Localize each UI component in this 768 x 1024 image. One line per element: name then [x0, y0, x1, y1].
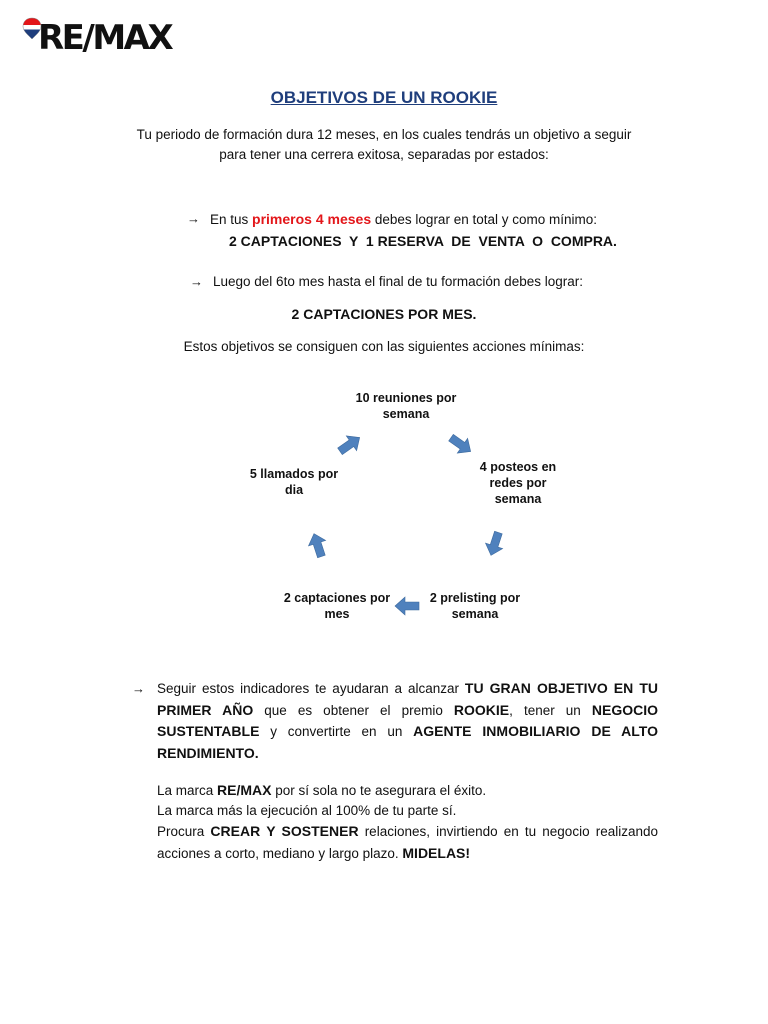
stage2-goal: 2 CAPTACIONES POR MES.: [291, 306, 477, 322]
stage1-goal: 2 CAPTACIONES Y 1 RESERVA DE VENTA O COMPRA.: [229, 233, 617, 249]
cycle-node-calls: 5 llamados por dia: [249, 467, 339, 497]
actions-intro: Estos objetivos se consiguen con las siguientes acciones mínimas:: [183, 339, 585, 354]
arrow-icon: →: [190, 274, 203, 289]
cycle-arrow-icon: [305, 531, 330, 559]
cycle-arrow-icon: [446, 430, 476, 459]
closing-paragraph-2: La marca RE/MAX por sí sola no te asegurara el éxito.: [157, 782, 487, 798]
stage1-post: debes lograr en total y como mínimo:: [374, 212, 597, 227]
cycle-arrow-icon: [335, 430, 365, 459]
arrow-icon: →: [187, 211, 200, 226]
cycle-node-posts: 4 posteos en redes por semana: [479, 460, 557, 506]
stage1-highlight: primeros 4 meses: [252, 211, 372, 227]
stage2-line: Luego del 6to mes hasta el final de tu formación debes lograr:: [213, 274, 583, 289]
arrow-icon: →: [132, 681, 145, 696]
cycle-node-captaciones: 2 captaciones por mes: [283, 591, 391, 621]
cycle-node-prelisting: 2 prelisting por semana: [429, 591, 521, 621]
logo-text: RE/MAX: [38, 18, 172, 58]
page-title: OBJETIVOS DE UN ROOKIE: [270, 88, 498, 107]
cycle-arrow-icon: [395, 597, 419, 615]
intro-line-1: Tu periodo de formación dura 12 meses, en los cuales tendrás un objetivo a seguir: [136, 127, 632, 142]
cycle-node-meetings: 10 reuniones por semana: [355, 391, 457, 421]
cycle-arrow-icon: [482, 530, 507, 558]
closing-paragraph-3: La marca más la ejecución al 100% de tu parte sí.: [157, 803, 457, 818]
intro-line-2: para tener una cerrera exitosa, separadas por estados:: [219, 147, 549, 162]
closing-paragraph-1: Seguir estos indicadores te ayudaran a alcanzar TU GRAN OBJETIVO EN TU PRIMER AÑO que es obtener el premio ROOKIE, tener un NEGOCIO SUSTENTABLE y convertirte en un AGENTE INMOBILIARIO DE ALTO RENDIMIENTO.: [157, 680, 658, 761]
closing-paragraph-4: Procura CREAR Y SOSTENER relaciones, invirtiendo en tu negocio realizando acciones a corto, mediano y largo plazo. MIDELAS!: [157, 823, 658, 861]
stage1-pre: En tus: [210, 212, 249, 227]
